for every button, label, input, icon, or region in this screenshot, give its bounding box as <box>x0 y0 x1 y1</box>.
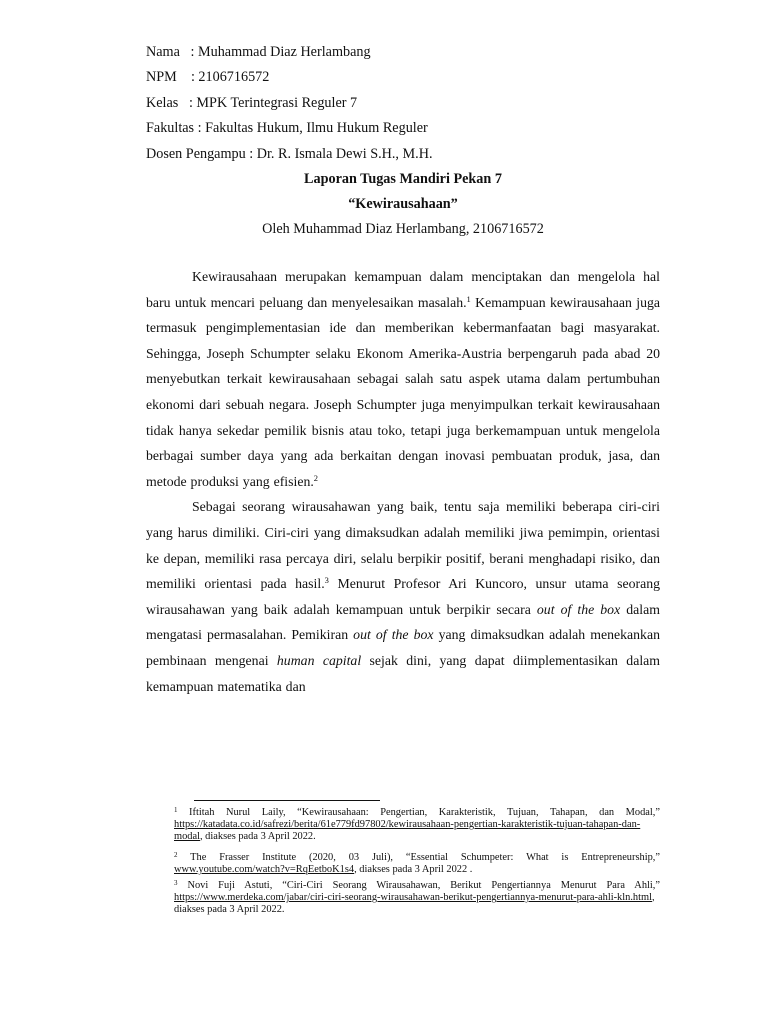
student-npm-line: NPM : 2106716572 <box>146 69 270 85</box>
paragraph-2 <box>146 494 660 699</box>
footnote-1-link[interactable]: https://katadata.co.id/safrezi/berita/61e779fd97802/kewirausahaan-pengertian-karakteristik-tujuan-tahapan-dan-modal <box>174 819 641 843</box>
footnote-3-number: 3 <box>174 879 178 887</box>
footnote-1 <box>146 807 660 844</box>
footnote-2-text: The Frasser Institute (2020, 03 Juli), “Essential Schumpeter: What is Entrepreneurship,” <box>177 852 660 863</box>
class-line: Kelas : MPK Terintegrasi Reguler 7 <box>146 95 358 111</box>
footnote-3 <box>146 880 660 917</box>
footnote-3-text: Novi Fuji Astuti, “Ciri-Ciri Seorang Wirausahawan, Berikut Pengertiannya Menurut Para Ahli,” <box>177 880 660 891</box>
footnote-ref-3[interactable]: 3 <box>324 575 329 586</box>
lecturer-line: Dosen Pengampu : Dr. R. Ismala Dewi S.H., M.H. <box>146 146 433 162</box>
report-byline: Oleh Muhammad Diaz Herlambang, 2106716572 <box>262 221 544 237</box>
footnote-1-text: Iftitah Nurul Laily, “Kewirausahaan: Pengertian, Karakteristik, Tujuan, Tahapan, dan Modal,” <box>177 807 660 818</box>
emphasis-human-capital: human capital <box>276 652 362 668</box>
body-text <box>146 264 660 699</box>
paragraph-2-part-d: yang dimaksudkan adalah menekankan pembinaan mengenai <box>146 627 660 668</box>
paragraph-1-part-a: Kewirausahaan merupakan kemampuan dalam menciptakan dan mengelola hal baru untuk mencari peluang dan menyelesaikan masalah. <box>146 269 660 310</box>
footnote-2-link[interactable]: www.youtube.com/watch?v=RqEetboK1s4 <box>174 864 355 876</box>
student-name-line: Nama : Muhammad Diaz Herlambang <box>146 44 371 60</box>
footnote-1-number: 1 <box>174 806 178 814</box>
footnote-3-link[interactable]: https://www.merdeka.com/jabar/ciri-ciri-seorang-wirausahawan-berikut-pengertiannya-menurut-para-ahli-kln.html <box>174 892 652 904</box>
footnote-2-tail: , diakses pada 3 April 2022 . <box>354 864 473 876</box>
footnote-separator <box>194 800 380 801</box>
emphasis-out-of-the-box-2: out of the box <box>353 627 434 643</box>
footnote-2-number: 2 <box>174 851 178 859</box>
faculty-line: Fakultas : Fakultas Hukum, Ilmu Hukum Reguler <box>146 120 428 136</box>
footnote-ref-2[interactable]: 2 <box>313 472 319 483</box>
paragraph-1 <box>146 264 660 494</box>
paragraph-2-part-c: dalam mengatasi permasalahan. Pemikiran <box>146 601 660 643</box>
paragraph-2-part-a: Sebagai seorang wirausahawan yang baik, tentu saja memiliki beberapa ciri-ciri yang harus dimiliki. Ciri-ciri yang dimaksudkan adalah memiliki jiwa pemimpin, orientasi ke depan, memiliki rasa percaya diri, selalu berpikir positif, berani menghadapi risiko, dan memiliki orientasi pada hasil. <box>146 499 660 592</box>
footnote-ref-1[interactable]: 1 <box>466 293 471 304</box>
footnote-3-tail: , diakses pada 3 April 2022. <box>174 892 655 916</box>
report-title: Laporan Tugas Mandiri Pekan 7 <box>304 171 502 187</box>
report-subtitle: “Kewirausahaan” <box>348 196 458 212</box>
paragraph-2-part-e: sejak dini, yang dapat diimplementasikan dalam kemampuan matematika dan <box>146 652 661 694</box>
paragraph-1-part-b: Kemampuan kewirausahaan juga termasuk pengimplementasian ide dan memberikan kebermanfaatan bagi masyarakat. Sehingga, Joseph Schumpter selaku Ekonom Amerika-Austria berpengaruh pada abad 20 menyebutkan terkait kewirausahaan sebagai salah satu aspek utama dalam pertumbuhan ekonomi dari sebuah negara. Joseph Schumpter juga menyimpulkan terkait kewirausahaan tidak hanya sekedar pemilik bisnis atau toko, tetapi juga berkemampuan untuk mengelola berbagai sumber daya yang ada berkaitan dengan inovasi pembuatan produk, jasa, dan metode produksi yang efisien. <box>146 294 660 489</box>
paragraph-2-part-b: Menurut Profesor Ari Kuncoro, unsur utama seorang wirausahawan yang baik adalah kemampuan untuk berpikir secara <box>146 576 660 617</box>
emphasis-out-of-the-box-1: out of the box <box>536 601 621 617</box>
footnote-1-tail: , diakses pada 3 April 2022. <box>199 831 316 843</box>
footnote-2 <box>146 852 660 876</box>
